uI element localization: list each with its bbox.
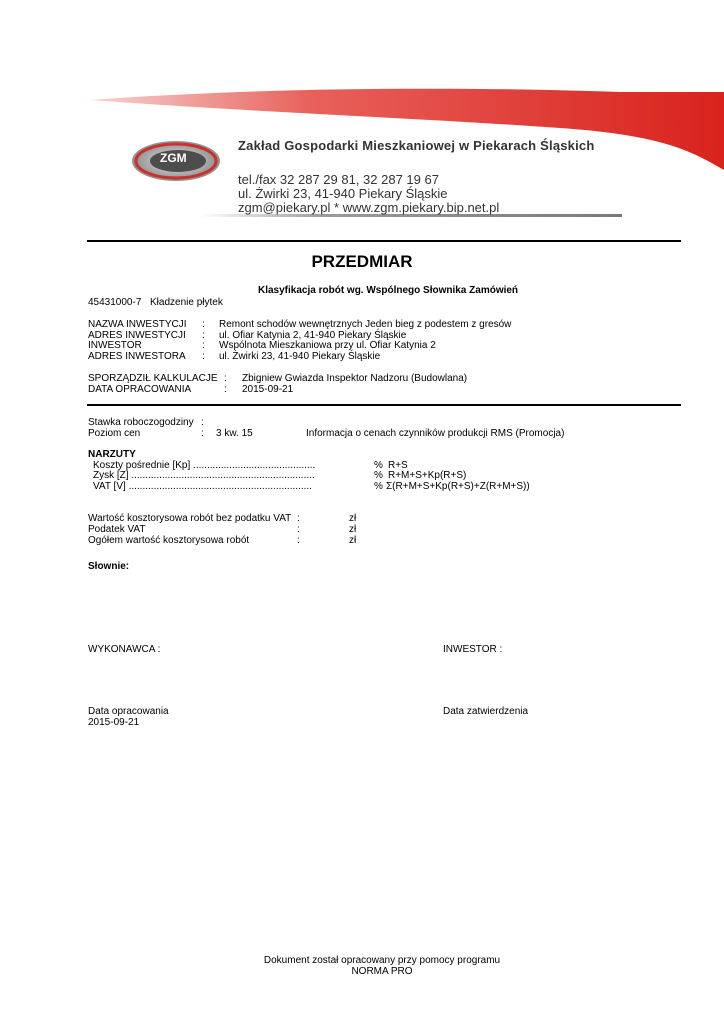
narzut-formula: Σ(R+M+S+Kp(R+S)+Z(R+M+S)) [386, 481, 530, 492]
prepared-date-sep: : [224, 384, 227, 395]
poziom-sep: : [201, 428, 204, 439]
detail-sep: : [202, 330, 205, 341]
company-address: ul. Żwirki 23, 41-940 Piekary Śląskie [238, 186, 448, 201]
poziom-info: Informacja o cenach czynników produkcji RMS (Promocja) [306, 428, 565, 439]
narzut-label: Zysk [Z] .................................................................. [93, 470, 315, 481]
total-label: Ogółem wartość kosztorysowa robót [88, 535, 250, 546]
narzuty-heading: NARZUTY [88, 449, 136, 460]
total-sep: : [297, 524, 300, 535]
classification-heading: Klasyfikacja robót wg. Wspólnego Słownika Zamówień [258, 285, 519, 296]
narzut-unit: % [374, 470, 383, 481]
narzut-unit: % [374, 481, 383, 492]
company-name: Zakład Gospodarki Mieszkaniowej w Piekarach Śląskich [238, 138, 595, 153]
detail-label: NAZWA INWESTYCJI [88, 319, 187, 330]
detail-label: ADRES INWESTORA [88, 351, 186, 362]
total-sep: : [297, 535, 300, 546]
footer-line-1: Dokument został opracowany przy pomocy programu [263, 955, 501, 966]
date-prepared-value: 2015-09-21 [88, 717, 140, 728]
narzut-label: Koszty pośrednie [Kp] ............................................ [93, 460, 316, 471]
detail-label: INWESTOR [88, 340, 142, 351]
total-label: Wartość kosztorysowa robót bez podatku VAT [88, 513, 292, 524]
prepared-date-value: 2015-09-21 [242, 384, 294, 395]
classification-name: Kładzenie płytek [150, 297, 223, 308]
poziom-label: Poziom cen [88, 428, 141, 439]
company-phone: tel./fax 32 287 29 81, 32 287 19 67 [238, 172, 439, 187]
narzut-formula: R+S [388, 460, 408, 471]
document-title: PRZEDMIAR [311, 252, 413, 271]
total-unit: zł [349, 535, 357, 546]
total-label: Podatek VAT [88, 524, 146, 535]
prepared-by-label: SPORZĄDZIŁ KALKULACJE [88, 373, 218, 384]
detail-value: ul. Żwirki 23, 41-940 Piekary Śląskie [219, 351, 381, 362]
investor-label: INWESTOR : [443, 644, 503, 655]
narzut-label: VAT [V] .................................................................. [93, 481, 312, 492]
company-web: zgm@piekary.pl * www.zgm.piekary.bip.net.pl [238, 200, 500, 215]
total-unit: zł [349, 524, 357, 535]
stawka-label: Stawka roboczogodziny [88, 417, 194, 428]
classification-code: 45431000-7 [88, 297, 142, 308]
poziom-value: 3 kw. 15 [216, 428, 253, 439]
total-unit: zł [349, 513, 357, 524]
prepared-by-value: Zbigniew Gwiazda Inspektor Nadzoru (Budowlana) [242, 373, 468, 384]
detail-value: Remont schodów wewnętrznych Jeden bieg z podestem z gresów [219, 319, 512, 330]
detail-sep: : [202, 351, 205, 362]
section-divider [87, 404, 681, 406]
stawka-sep: : [201, 417, 204, 428]
date-approved-label: Data zatwierdzenia [443, 706, 529, 717]
narzut-unit: % [374, 460, 383, 471]
contractor-label: WYKONAWCA : [88, 644, 161, 655]
prepared-by-sep: : [224, 373, 227, 384]
date-prepared-label: Data opracowania [88, 706, 169, 717]
detail-sep: : [202, 340, 205, 351]
narzut-formula: R+M+S+Kp(R+S) [388, 470, 467, 481]
prepared-date-label: DATA OPRACOWANIA [88, 384, 192, 395]
detail-value: Wspólnota Mieszkaniowa przy ul. Ofiar Katynia 2 [219, 340, 436, 351]
footer-line-2: NORMA PRO [351, 966, 413, 977]
words-label: Słownie: [88, 561, 130, 572]
header-divider [87, 240, 681, 242]
total-sep: : [297, 513, 300, 524]
detail-sep: : [202, 319, 205, 330]
detail-label: ADRES INWESTYCJI [88, 330, 186, 341]
logo-text: ZGM [160, 151, 187, 165]
detail-value: ul. Ofiar Katynia 2, 41-940 Piekary Śląskie [219, 330, 407, 341]
